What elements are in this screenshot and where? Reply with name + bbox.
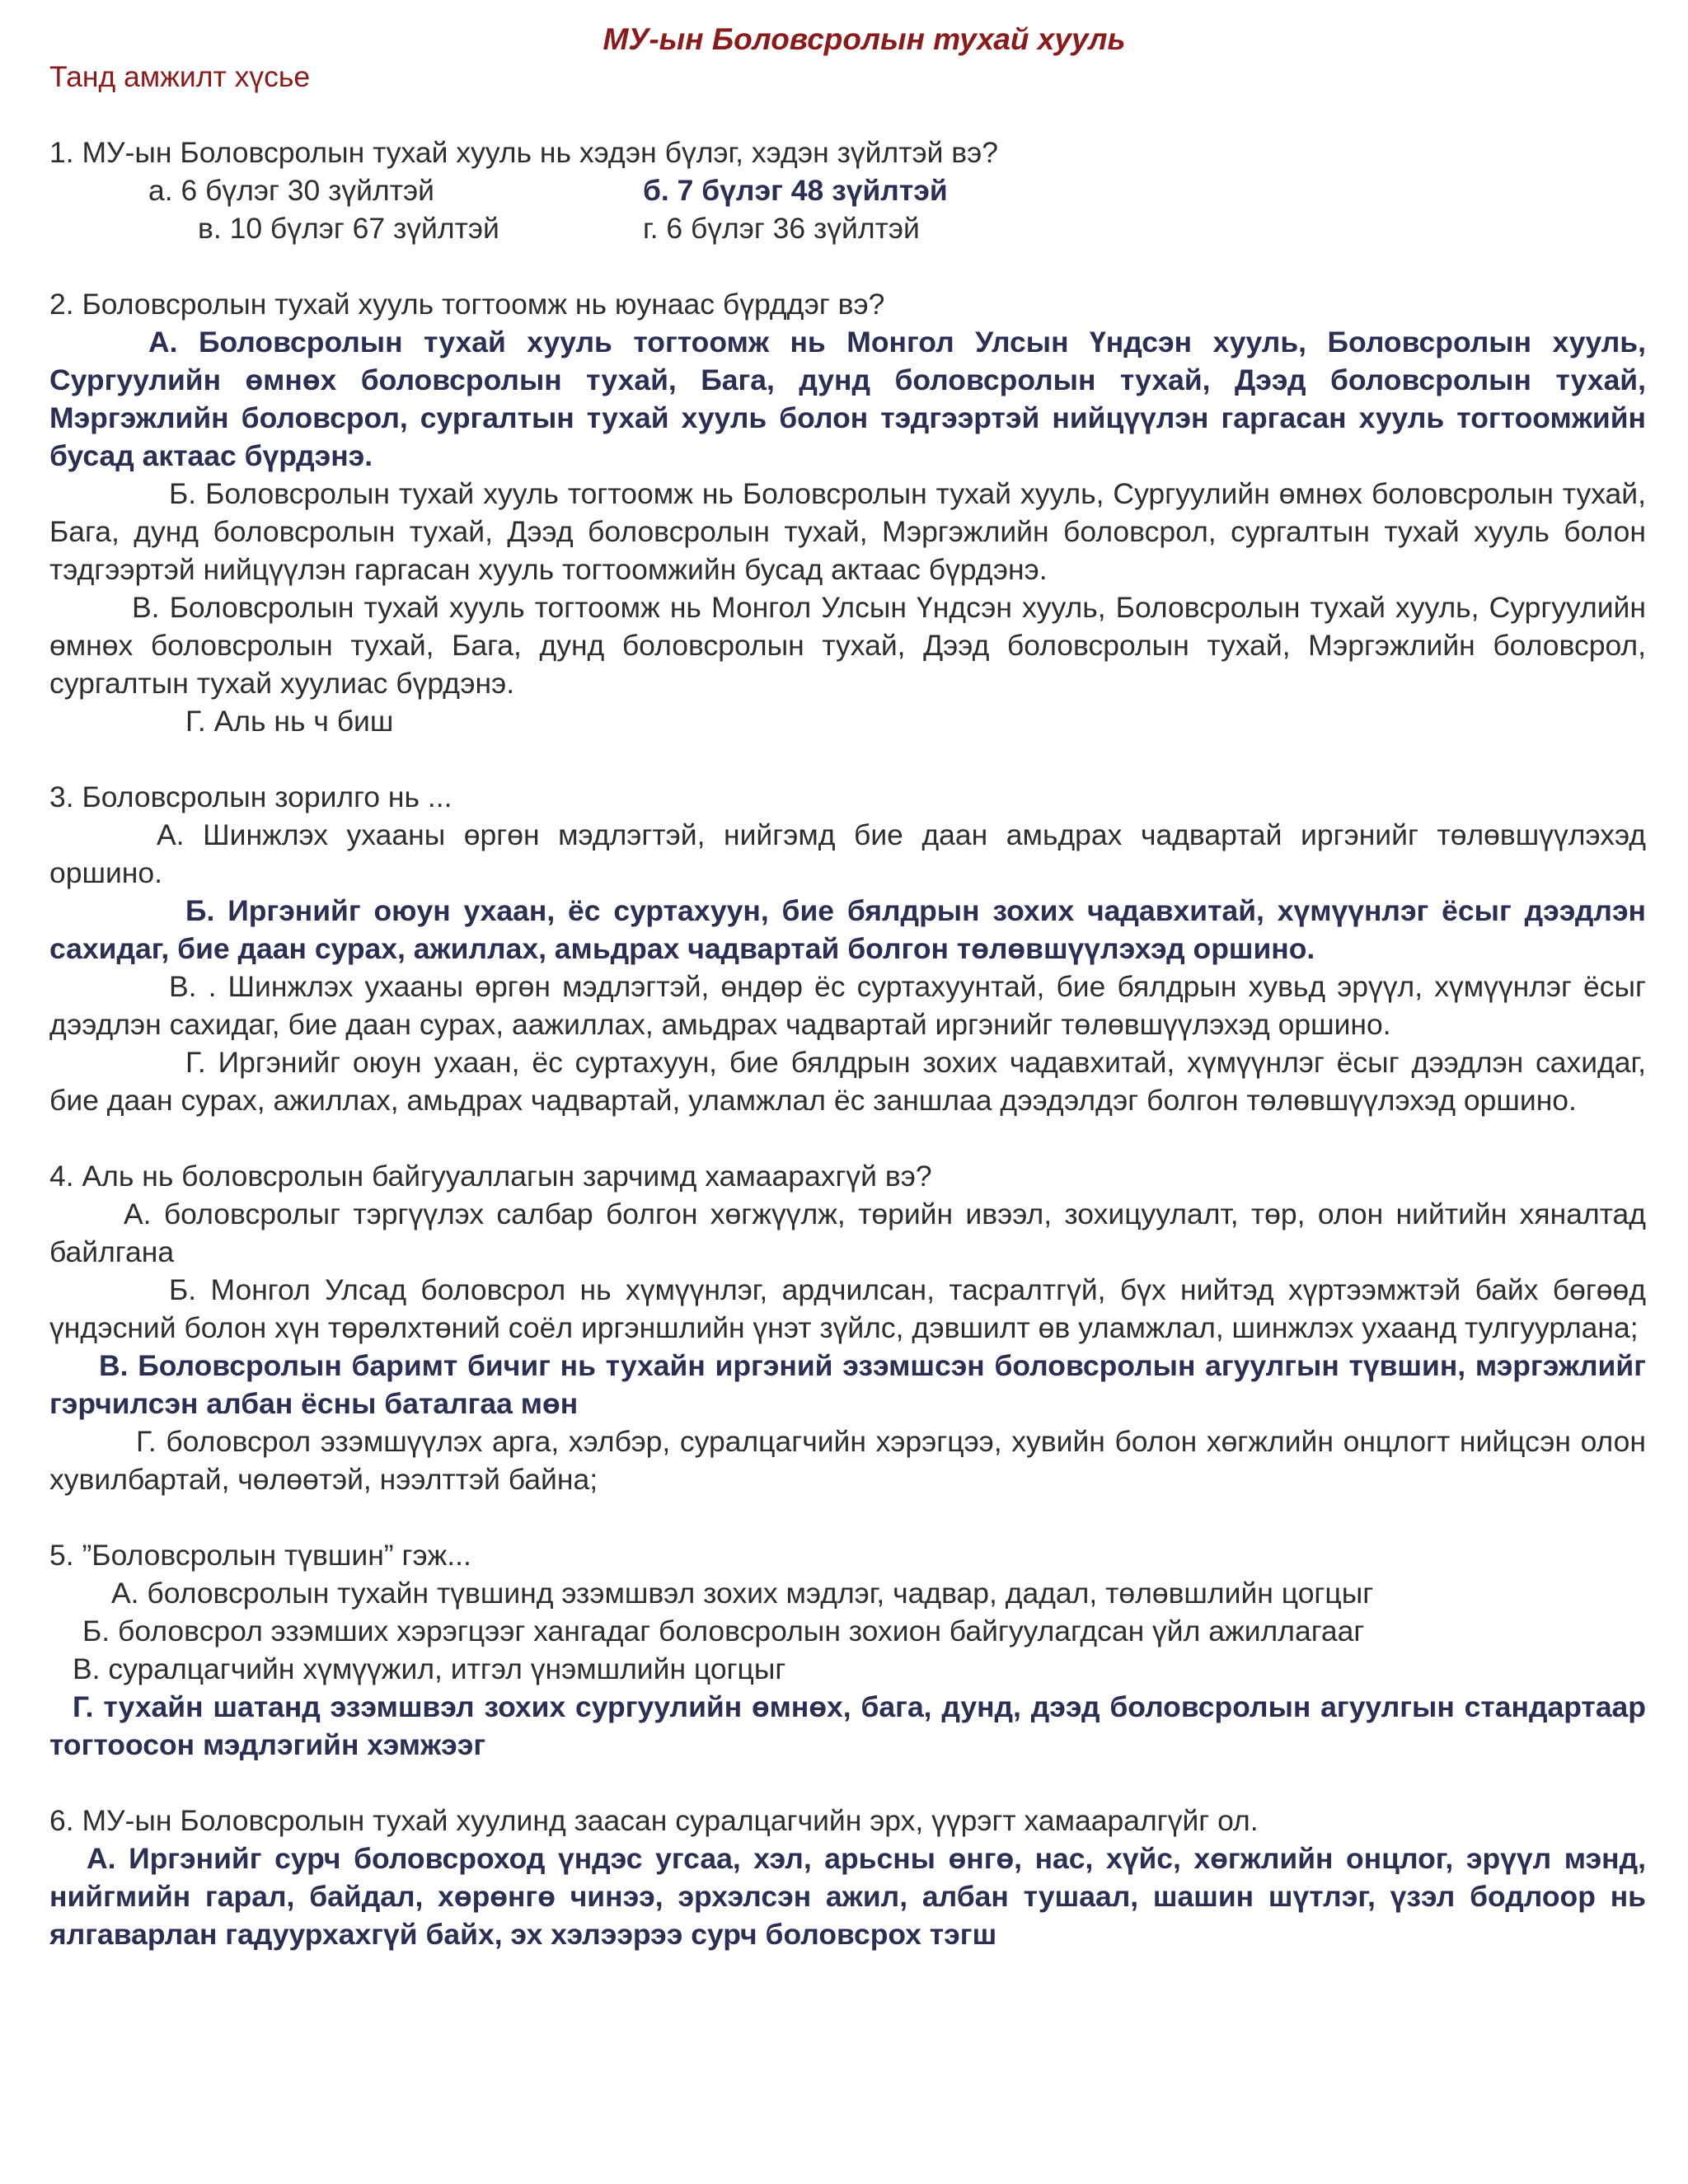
option-b-correct: Б. Иргэнийг оюун ухаан, ёс суртахуун, бие бялдрын зохих чадавхитай, хүмүүнлэг ёсыг дээдлэн сахидаг, бие даан сурах, ажиллах, амьдрах чадвартай болгон төлөвшүүлэхэд оршино. bbox=[49, 894, 1646, 965]
option-b-correct: б. 7 бүлэг 48 зүйлтэй bbox=[643, 174, 948, 207]
option-b: Б. боловсрол эзэмших хэрэгцээг хангадаг боловсролын зохион байгуулагдсан үйл ажиллагааг bbox=[82, 1615, 1365, 1647]
option-g: г. 6 бүлэг 36 зүйлтэй bbox=[643, 212, 920, 245]
question-text: 3. Боловсролын зорилго нь ... bbox=[49, 780, 452, 813]
question-6 bbox=[49, 1802, 1646, 1953]
question-text: 5. ”Боловсролын түвшин” гэж... bbox=[49, 1539, 471, 1572]
option-v-correct: В. Боловсролын баримт бичиг нь тухайн иргэний эзэмшсэн боловсролын агуулгын түвшин, мэргэжлийг гэрчилсэн албан ёсны баталгаа мөн bbox=[49, 1349, 1646, 1420]
question-text: 4. Аль нь боловсролын байгууаллагын зарчимд хамаарахгүй вэ? bbox=[49, 1160, 932, 1193]
option-v: В. Боловсролын тухай хууль тогтоомж нь Монгол Улсын Үндсэн хууль, Боловсролын тухай хууль, Сургуулийн өмнөх боловсролын тухай, Бага, дунд боловсролын тухай, Дээд боловсролын тухай, Мэргэжлийн боловсрол, сургалтын тухай хуулиас бүрдэнэ. bbox=[49, 591, 1646, 700]
question-text: 1. МУ-ын Боловсролын тухай хууль нь хэдэн бүлэг, хэдэн зүйлтэй вэ? bbox=[49, 136, 998, 169]
document-title: МУ-ын Боловсролын тухай хууль bbox=[603, 22, 1126, 56]
option-a-correct: А. Боловсролын тухай хууль тогтоомж нь Монгол Улсын Үндсэн хууль, Боловсролын хууль, Сургуулийн өмнөх боловсролын тухай, Бага, дунд боловсролын тухай, Дээд боловсролын тухай, Мэргэжлийн боловсрол, сургалтын тухай хууль болон тэдгээртэй нийцүүлэн гаргасан хууль тогтоомжийн бусад актаас бүрдэнэ. bbox=[49, 326, 1646, 472]
option-g: Г. Аль нь ч биш bbox=[185, 705, 394, 738]
option-b: Б. Боловсролын тухай хууль тогтоомж нь Боловсролын тухай хууль, Сургуулийн өмнөх боловсролын тухай, Бага, дунд боловсролын тухай, Дээд боловсролын тухай, Мэргэжлийн боловсрол, сургалтын тухай хууль болон тэдгээртэй нийцүүлэн гаргасан хууль тогтоомжийн бусад актаас бүрдэнэ. bbox=[49, 477, 1646, 586]
question-4 bbox=[49, 1157, 1646, 1498]
option-grid bbox=[49, 171, 1646, 247]
question-1 bbox=[49, 134, 1646, 247]
question-5 bbox=[49, 1536, 1646, 1764]
question-text: 2. Боловсролын тухай хууль тогтоомж нь юунаас бүрддэг вэ? bbox=[49, 288, 885, 321]
question-2 bbox=[49, 285, 1646, 740]
option-b: Б. Монгол Улсад боловсрол нь хүмүүнлэг, ардчилсан, тасралтгүй, бүх нийтэд хүртээмжтэй байх бөгөөд үндэсний болон хүн төрөлхтөний соёл иргэншлийн үнэт зүйлс, дэвшилт өв уламжлал, шинжлэх ухаанд тулгуурлана; bbox=[49, 1273, 1646, 1344]
question-3 bbox=[49, 778, 1646, 1119]
option-a: А. Шинжлэх ухааны өргөн мэдлэгтэй, нийгэмд бие даан амьдрах чадвартай иргэнийг төлөвшүүлэхэд оршино. bbox=[49, 818, 1646, 889]
option-a: а. 6 бүлэг 30 зүйлтэй bbox=[148, 174, 434, 207]
option-g: Г. боловсрол эзэмшүүлэх арга, хэлбэр, суралцагчийн хэрэгцээ, хувийн болон хөгжлийн онцлогт нийцсэн олон хувилбартай, чөлөөтэй, нээлттэй байна; bbox=[49, 1425, 1646, 1496]
option-v: В. суралцагчийн хүмүүжил, итгэл үнэмшлийн цогцыг bbox=[73, 1652, 786, 1685]
option-g: Г. Иргэнийг оюун ухаан, ёс суртахуун, бие бялдрын зохих чадавхитай, хүмүүнлэг ёсыг дээдлэн сахидаг, бие даан сурах, ажиллах, амьдрах чадвартай, уламжлал ёс заншлаа дээдэлдэг болгон төлөвшүүлэхэд оршино. bbox=[49, 1046, 1646, 1117]
question-text: 6. МУ-ын Боловсролын тухай хуулинд заасан суралцагчийн эрх, үүрэгт хамааралгүйг ол. bbox=[49, 1804, 1259, 1837]
option-v: В. . Шинжлэх ухааны өргөн мэдлэгтэй, өндөр ёс суртахуунтай, бие бялдрын хувьд эрүүл, хүмүүнлэг ёсыг дээдлэн сахидаг, бие даан сурах, аажиллах, амьдрах чадвартай иргэнийг төлөвшүүлэхэд оршино. bbox=[49, 970, 1646, 1041]
option-v: в. 10 бүлэг 67 зүйлтэй bbox=[198, 212, 499, 245]
greeting: Танд амжилт хүсье bbox=[49, 60, 311, 93]
option-a: А. боловсролын тухайн түвшинд эзэмшвэл зохих мэдлэг, чадвар, дадал, төлөвшлийн цогцыг bbox=[111, 1577, 1374, 1610]
option-a: А. боловсролыг тэргүүлэх салбар болгон хөгжүүлж, төрийн ивээл, зохицуулалт, төр, олон нийтийн хяналтад байлгана bbox=[49, 1197, 1646, 1268]
option-g-correct: Г. тухайн шатанд эзэмшвэл зохих сургуулийн өмнөх, бага, дунд, дээд боловсролын агуулгын стандартаар тогтоосон мэдлэгийн хэмжээг bbox=[49, 1690, 1646, 1761]
option-a-correct: А. Иргэнийг сурч боловсроход үндэс угсаа, хэл, арьсны өнгө, нас, хүйс, хөгжлийн онцлог, эрүүл мэнд, нийгмийн гарал, байдал, хөрөнгө чинээ, эрхэлсэн ажил, албан тушаал, шашин шүтлэг, үзэл бодлоор нь ялгаварлан гадуурхахгүй байх, эх хэлээрээ сурч боловсрох тэгш bbox=[49, 1842, 1646, 1951]
